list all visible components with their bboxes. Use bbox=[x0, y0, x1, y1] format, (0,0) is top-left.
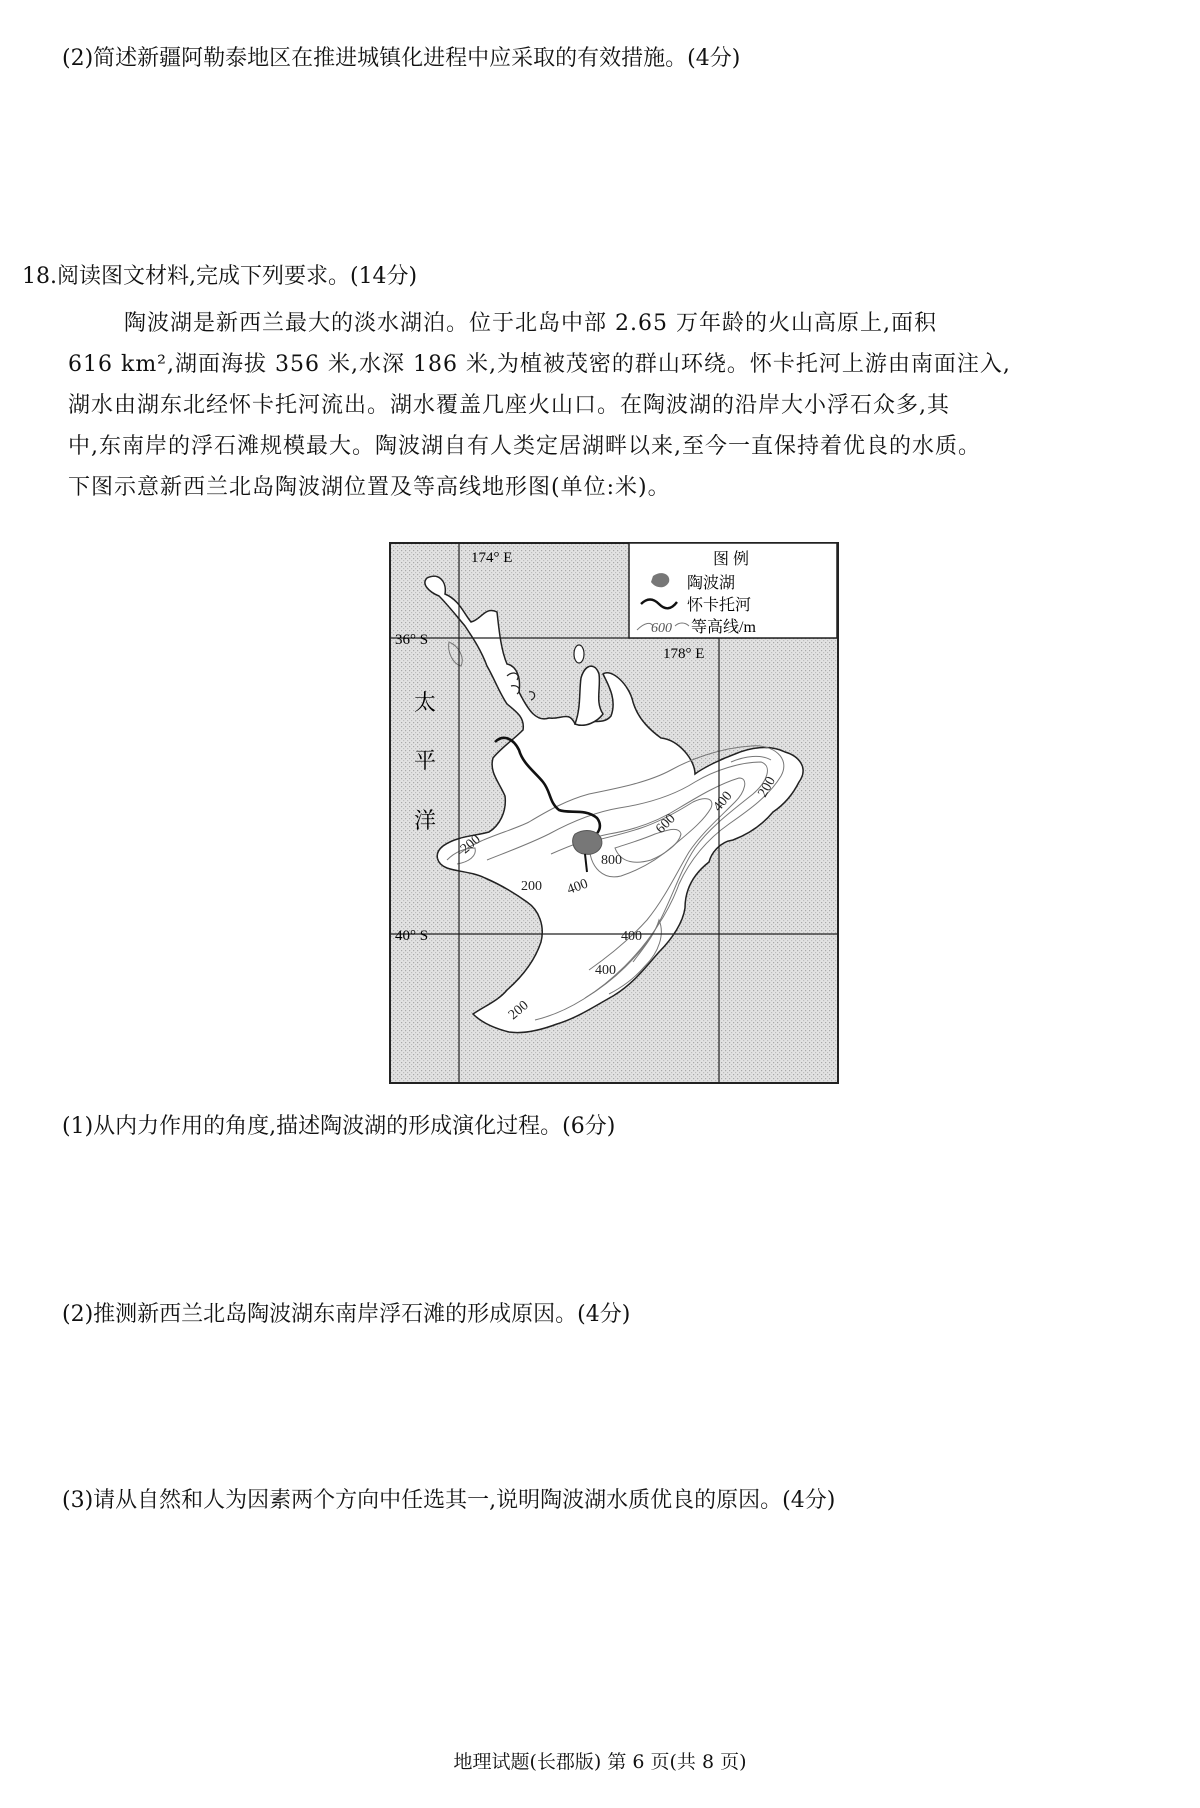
contour-label: 200 bbox=[755, 774, 779, 800]
page-footer: 地理试题(长郡版) 第 6 页(共 8 页) bbox=[453, 1751, 747, 1773]
question-17-2: (2)简述新疆阿勒泰地区在推进城镇化进程中应采取的有效措施。(4分) bbox=[62, 46, 741, 71]
lon-174-label: 174° E bbox=[471, 550, 513, 566]
contour-label: 600 bbox=[653, 811, 679, 837]
legend-contour-value: 600 bbox=[651, 621, 672, 636]
ocean-label-char: 洋 bbox=[413, 809, 437, 834]
question-18-header: 18.阅读图文材料,完成下列要求。(14分) bbox=[22, 264, 418, 289]
contour-label: 800 bbox=[601, 853, 622, 868]
legend-title: 图 例 bbox=[712, 551, 750, 568]
question-18-2: (2)推测新西兰北岛陶波湖东南岸浮石滩的形成原因。(4分) bbox=[62, 1302, 631, 1327]
taupo-location-contour-map bbox=[389, 542, 839, 1084]
passage-line: 陶波湖是新西兰最大的淡水湖泊。位于北岛中部 2.65 万年龄的火山高原上,面积 bbox=[124, 311, 937, 336]
contour-label: 400 bbox=[621, 929, 642, 944]
contour-label: 400 bbox=[595, 963, 616, 978]
contour-label: 400 bbox=[565, 876, 591, 898]
contour-label: 200 bbox=[505, 998, 532, 1024]
legend-river-label: 怀卡托河 bbox=[687, 597, 752, 614]
passage-line: 616 km²,湖面海拔 356 米,水深 186 米,为植被茂密的群山环绕。怀卡托河上游由南面注入, bbox=[68, 352, 1011, 377]
passage-line: 下图示意新西兰北岛陶波湖位置及等高线地形图(单位:米)。 bbox=[68, 475, 671, 500]
ocean-label-char: 太 bbox=[413, 691, 437, 716]
question-18-3: (3)请从自然和人为因素两个方向中任选其一,说明陶波湖水质优良的原因。(4分) bbox=[62, 1488, 836, 1513]
legend-contour-label: 等高线/m bbox=[691, 619, 756, 636]
lake-taupo bbox=[573, 831, 602, 855]
contour-label: 400 bbox=[710, 788, 736, 815]
question-18-1: (1)从内力作用的角度,描述陶波湖的形成演化过程。(6分) bbox=[62, 1114, 616, 1139]
lon-178-label: 178° E bbox=[663, 646, 705, 662]
passage-line: 湖水由湖东北经怀卡托河流出。湖水覆盖几座火山口。在陶波湖的沿岸大小浮石众多,其 bbox=[68, 393, 950, 418]
lat-40-label: 40° S bbox=[395, 928, 429, 944]
passage-line: 中,东南岸的浮石滩规模最大。陶波湖自有人类定居湖畔以来,至今一直保持着优良的水质。 bbox=[68, 434, 981, 459]
question-18-passage bbox=[68, 303, 1168, 508]
lat-36-label: 36° S bbox=[395, 632, 429, 648]
legend-lake-label: 陶波湖 bbox=[687, 575, 736, 592]
great-barrier-island bbox=[574, 645, 584, 663]
contour-label: 200 bbox=[521, 879, 542, 894]
contour-label: 200 bbox=[457, 832, 484, 858]
ocean-label-char: 平 bbox=[413, 749, 437, 774]
